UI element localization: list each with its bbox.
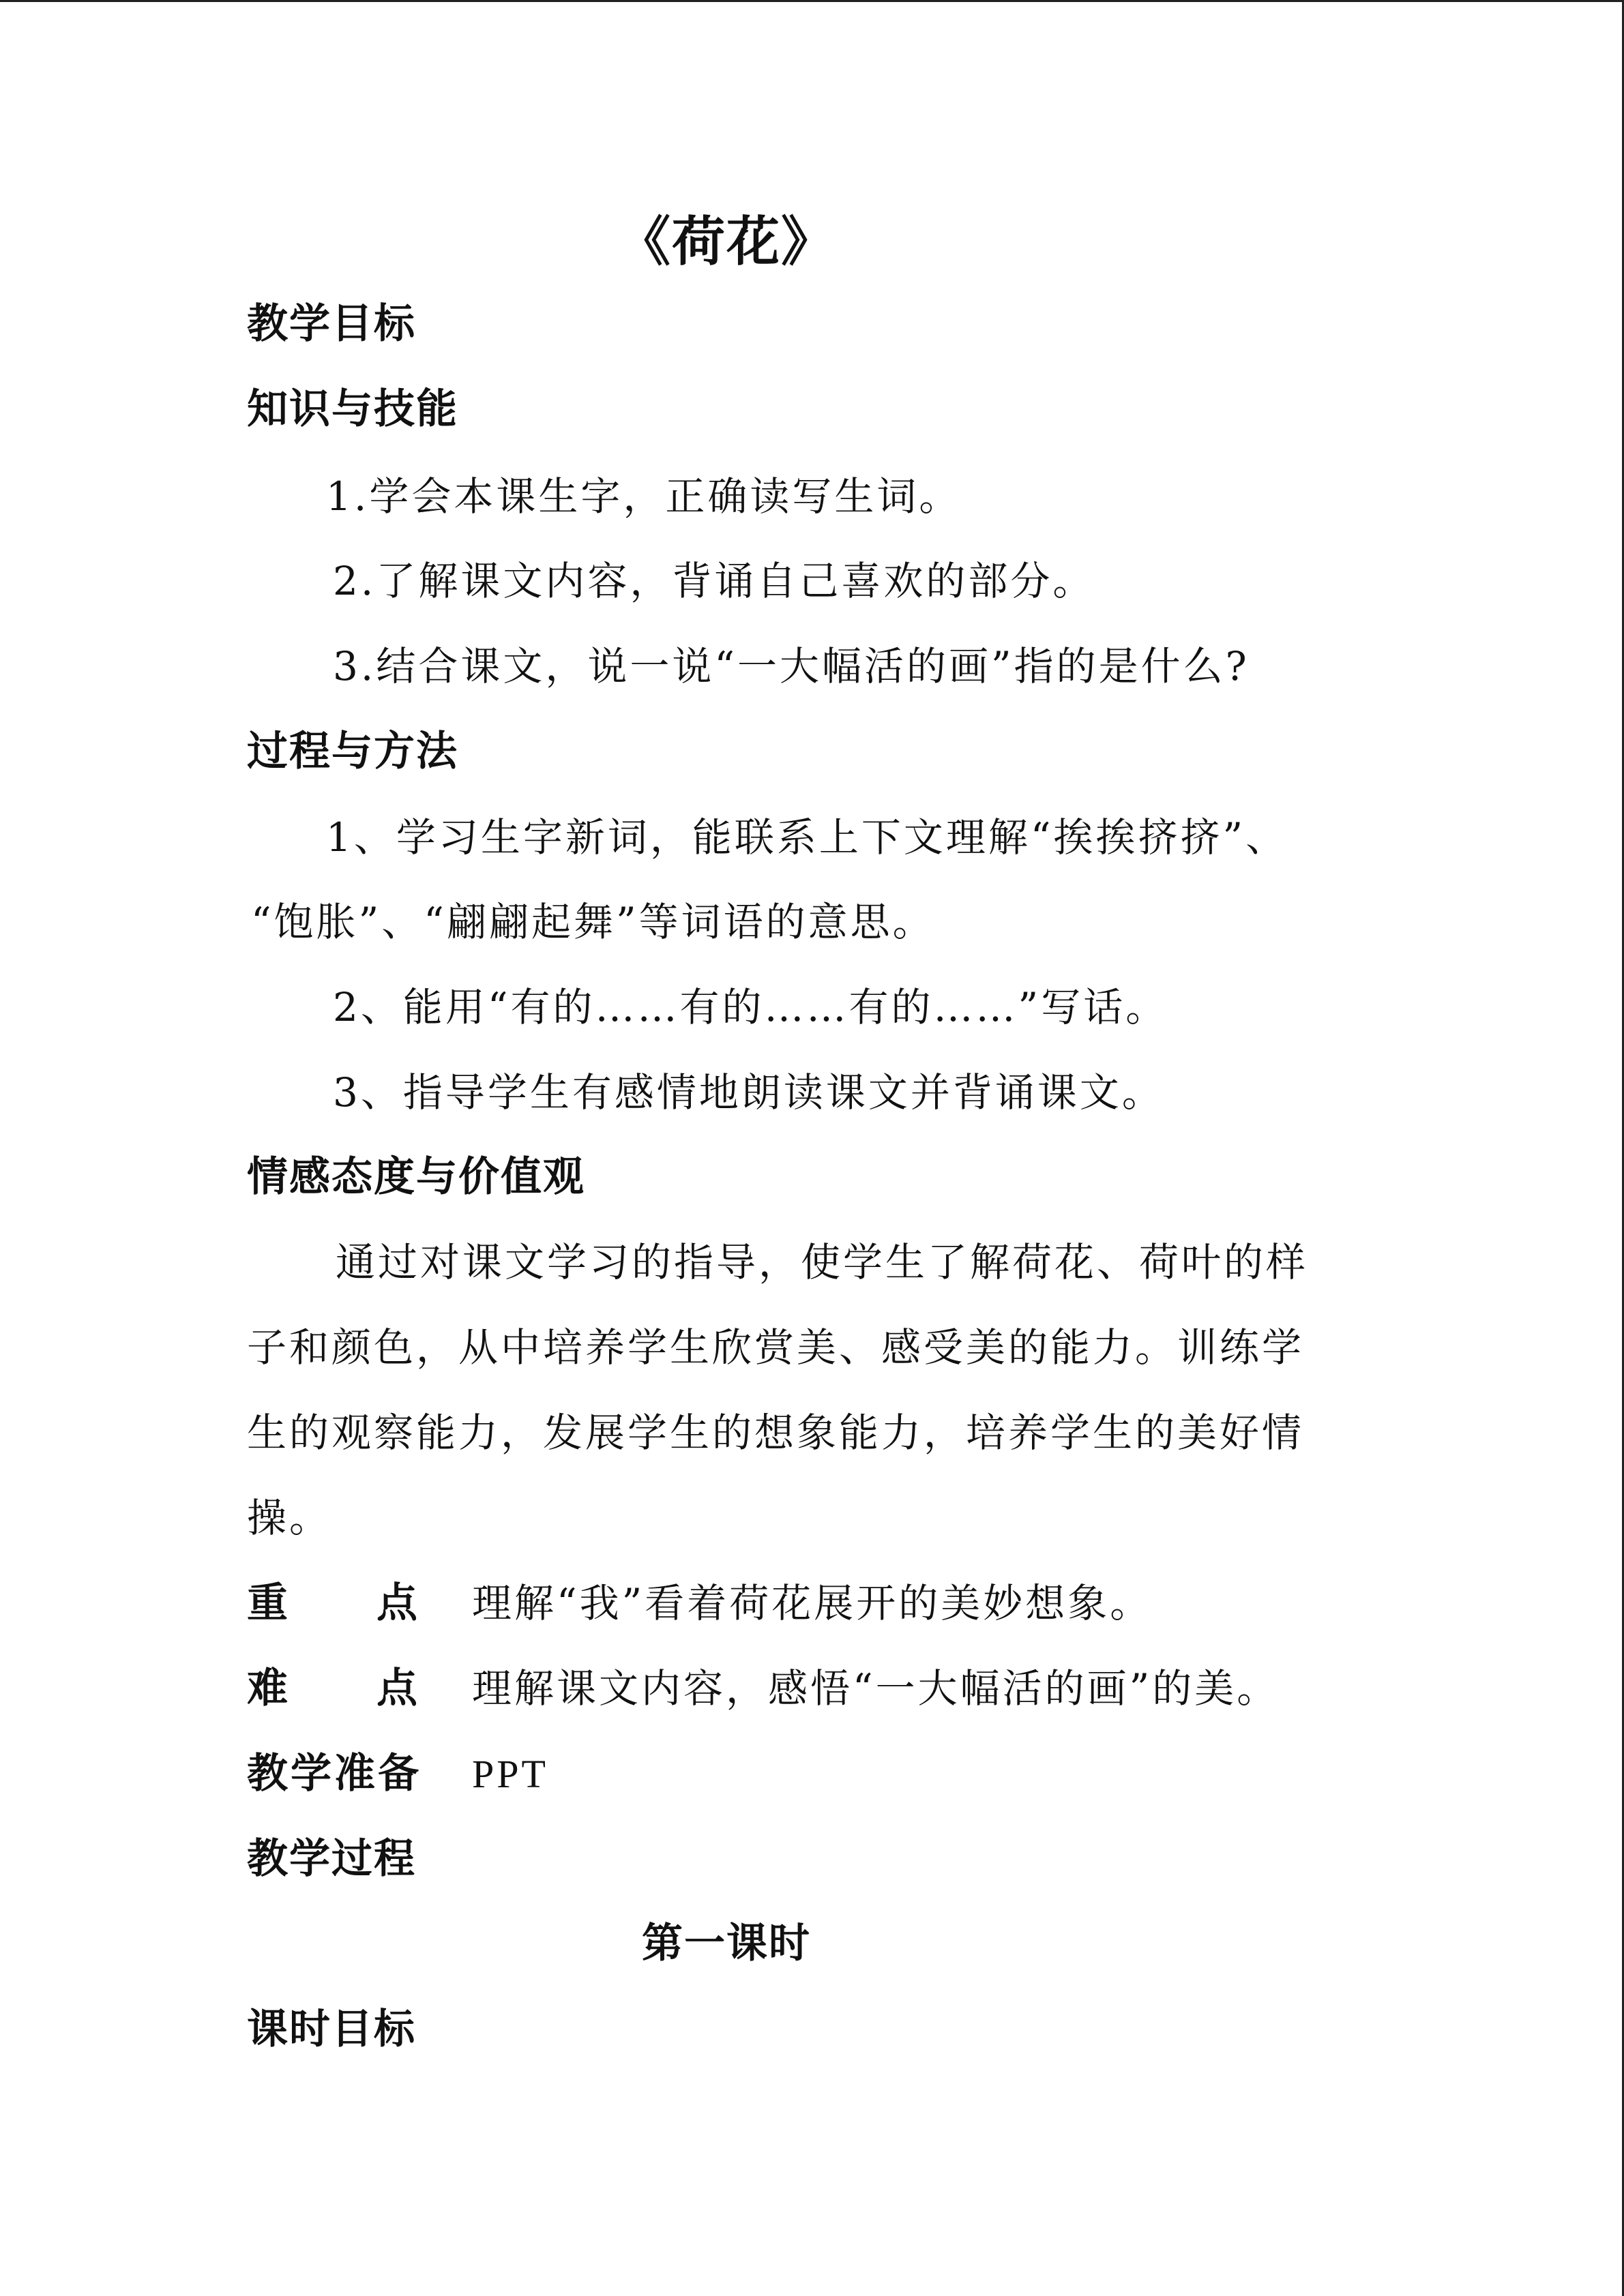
process-item-1-line-1: 1、学习生字新词，能联系上下文理解“挨挨挤挤”、 — [326, 814, 1288, 861]
subheading-process-methods: 过程与方法 — [247, 728, 458, 775]
knowledge-item-3: 3.结合课文，说一说“一大幅活的画”指的是什么? — [333, 643, 1250, 689]
section-heading-teaching-process: 教学过程 — [247, 1835, 416, 1883]
emotion-paragraph-line-4: 操。 — [247, 1495, 332, 1541]
process-item-1-line-2: “饱胀”、“翩翩起舞”等词语的意思。 — [251, 899, 935, 945]
subheading-emotion-values: 情感态度与价值观 — [247, 1153, 585, 1201]
knowledge-item-2: 2.了解课文内容，背诵自己喜欢的部分。 — [333, 558, 1095, 604]
preparation-text: PPT — [472, 1752, 548, 1796]
difficulty-row — [247, 1661, 1279, 1716]
emotion-paragraph-line-3: 生的观察能力，发展学生的想象能力，培养学生的美好情 — [247, 1410, 1305, 1456]
preparation-label: 教学准备 — [247, 1750, 422, 1798]
subheading-session-goals: 课时目标 — [247, 2006, 416, 2053]
preparation-row — [247, 1746, 548, 1802]
emotion-paragraph-line-1: 通过对课文学习的指导，使学生了解荷花、荷叶的样 — [336, 1239, 1309, 1285]
process-item-2: 2、能用“有的……有的……有的……”写话。 — [333, 984, 1168, 1030]
document-title: 《荷花》 — [617, 211, 836, 273]
key-point-text: 理解“我”看着荷花展开的美妙想象。 — [472, 1580, 1153, 1626]
process-item-3: 3、指导学生有感情地朗读课文并背诵课文。 — [333, 1069, 1164, 1116]
section-heading-teaching-goals: 教学目标 — [247, 300, 416, 348]
knowledge-item-1: 1.学会本课生字，正确读写生词。 — [326, 473, 962, 520]
subheading-knowledge-skills: 知识与技能 — [247, 385, 458, 433]
key-point-label: 重 点 — [247, 1579, 420, 1627]
difficulty-label: 难 点 — [247, 1665, 420, 1712]
key-point-row — [247, 1576, 1152, 1630]
session-title: 第一课时 — [642, 1920, 811, 1967]
difficulty-text: 理解课文内容，感悟“一大幅活的画”的美。 — [472, 1665, 1280, 1712]
emotion-paragraph-line-2: 子和颜色，从中培养学生欣赏美、感受美的能力。训练学 — [247, 1324, 1305, 1371]
